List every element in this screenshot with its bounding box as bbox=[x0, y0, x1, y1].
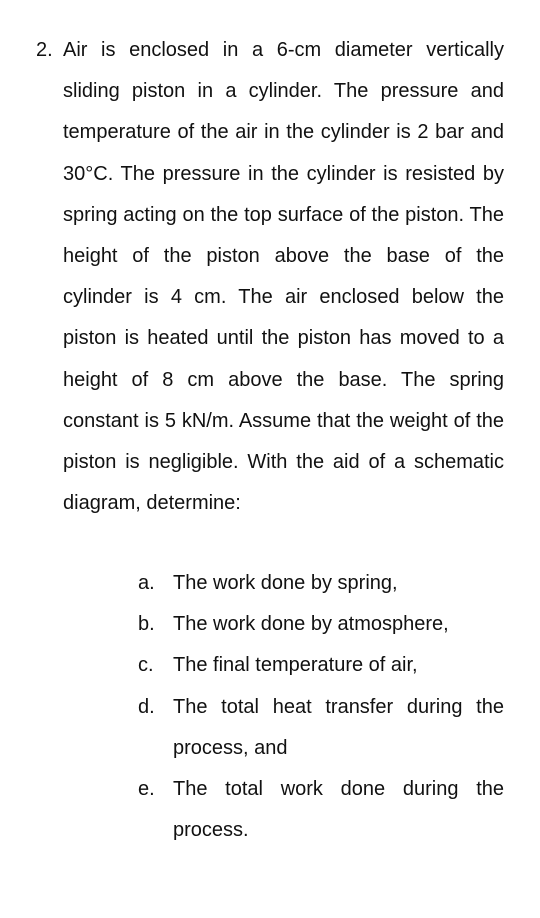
subpart-text: The work done by atmosphere, bbox=[173, 613, 449, 636]
subpart-letter: b. bbox=[138, 613, 155, 636]
subpart-letter: a. bbox=[138, 572, 155, 594]
subpart-letter: c. bbox=[138, 654, 154, 677]
subpart-letter: e. bbox=[138, 778, 155, 801]
question-number: 2. bbox=[36, 39, 53, 61]
subpart-text: The final temperature of air, bbox=[173, 654, 418, 677]
subpart-a bbox=[138, 563, 504, 604]
question-body: Air is enclosed in a 6-cm diameter vertically sliding piston in a cylinder. The pressure and temperature of the air in the cylinder is 2 bar and 30°C. The pressure in the cylinder is resisted by spring acting on the top surface of the piston. The height of the piston above the base of the cylinder is 4 cm. The air enclosed below the piston is heated until the piston has moved to a height of 8 cm above the base. The spring constant is 5 kN/m. Assume that the weight of the piston is negligible. With the aid of a schematic diagram, determine: bbox=[63, 39, 504, 515]
subpart-letter: d. bbox=[138, 695, 155, 718]
subpart-text: The total work done during the process. bbox=[173, 778, 504, 842]
subpart-list bbox=[138, 563, 504, 851]
subpart-b bbox=[138, 604, 504, 645]
subpart-text: The work done by spring, bbox=[173, 572, 398, 594]
subpart-d bbox=[138, 687, 504, 769]
subpart-text: The total heat transfer during the process, and bbox=[173, 695, 504, 759]
subpart-c bbox=[138, 645, 504, 686]
subpart-e bbox=[138, 769, 504, 851]
